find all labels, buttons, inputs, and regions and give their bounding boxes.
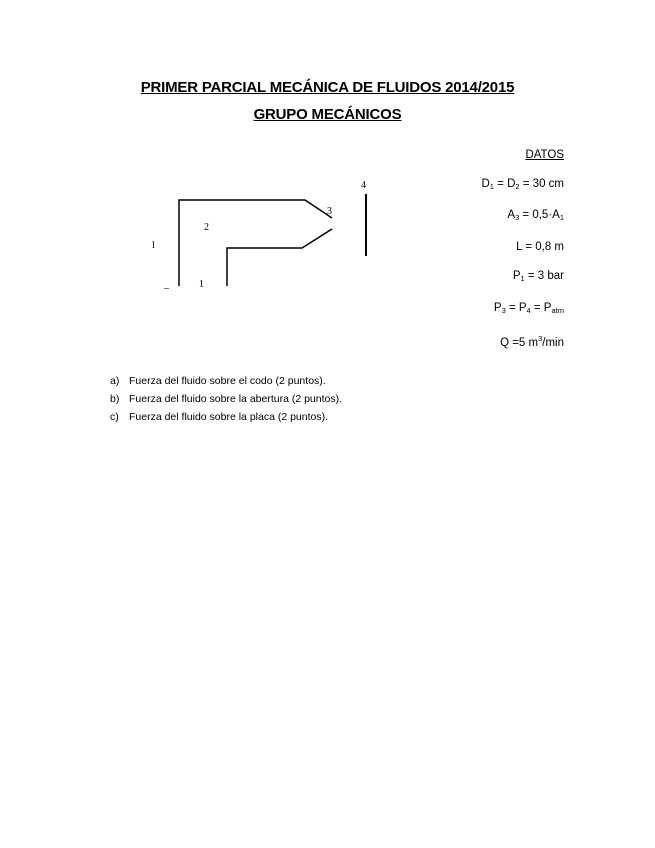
datos-text: = D: [493, 177, 516, 190]
datos-index: 1: [559, 213, 564, 223]
datos-text: Q =5 m: [500, 337, 539, 350]
datos-text: P: [512, 269, 521, 282]
label-length: l: [152, 240, 155, 251]
datos-index: atm: [551, 305, 564, 315]
datos-panel: [481, 141, 564, 358]
question-item: [110, 408, 342, 426]
datos-heading: DATOS: [525, 149, 564, 161]
datos-index: 4: [526, 305, 531, 315]
pipe-diagram-svg: [140, 175, 380, 295]
datos-text: = 3 bar: [524, 269, 564, 282]
datos-row: [481, 262, 564, 294]
datos-list: [481, 170, 564, 358]
pipe-diagram: [140, 175, 380, 295]
question-item: [110, 372, 342, 390]
datos-text: = 0,5·A: [519, 209, 560, 222]
question-text: Fuerza del fluido sobre el codo (2 puntos).: [129, 375, 326, 387]
question-letter: b): [110, 393, 120, 405]
datos-index: 1: [520, 273, 525, 283]
datos-row: [481, 170, 564, 202]
question-text: Fuerza del fluido sobre la placa (2 puntos).: [129, 411, 329, 423]
page-subtitle: GRUPO MECÁNICOS: [253, 106, 402, 123]
label-point-4: 4: [361, 180, 366, 191]
datos-index: 1: [489, 181, 494, 191]
datos-row: [481, 294, 564, 326]
datos-text: D: [481, 177, 490, 190]
question-text: Fuerza del fluido sobre la abertura (2 puntos).: [129, 393, 343, 405]
datos-index: 3: [538, 334, 543, 344]
datos-text: = 30 cm: [519, 177, 564, 190]
pipe-inner-wall: [227, 229, 332, 286]
question-letter: c): [110, 411, 119, 423]
datos-index: 3: [515, 213, 520, 223]
datos-text: = P: [530, 301, 552, 314]
datos-text: = P: [505, 301, 527, 314]
datos-text: L = 0,8 m: [516, 241, 564, 254]
datos-row: [481, 325, 564, 358]
question-letter: a): [110, 375, 120, 387]
questions-list: [110, 372, 342, 426]
datos-row: [481, 201, 564, 233]
label-point-2: 2: [204, 222, 209, 233]
datos-text: P: [493, 301, 502, 314]
label-point-1: 1: [199, 279, 204, 290]
datos-text: A: [507, 209, 516, 222]
label-dash: _: [164, 279, 169, 290]
datos-row: [481, 233, 564, 262]
datos-text: /min: [542, 337, 564, 350]
question-item: [110, 390, 342, 408]
datos-index: 2: [515, 181, 520, 191]
page-title: PRIMER PARCIAL MECÁNICA DE FLUIDOS 2014/2015: [140, 79, 515, 96]
datos-index: 3: [501, 305, 506, 315]
label-point-3: 3: [327, 206, 332, 217]
